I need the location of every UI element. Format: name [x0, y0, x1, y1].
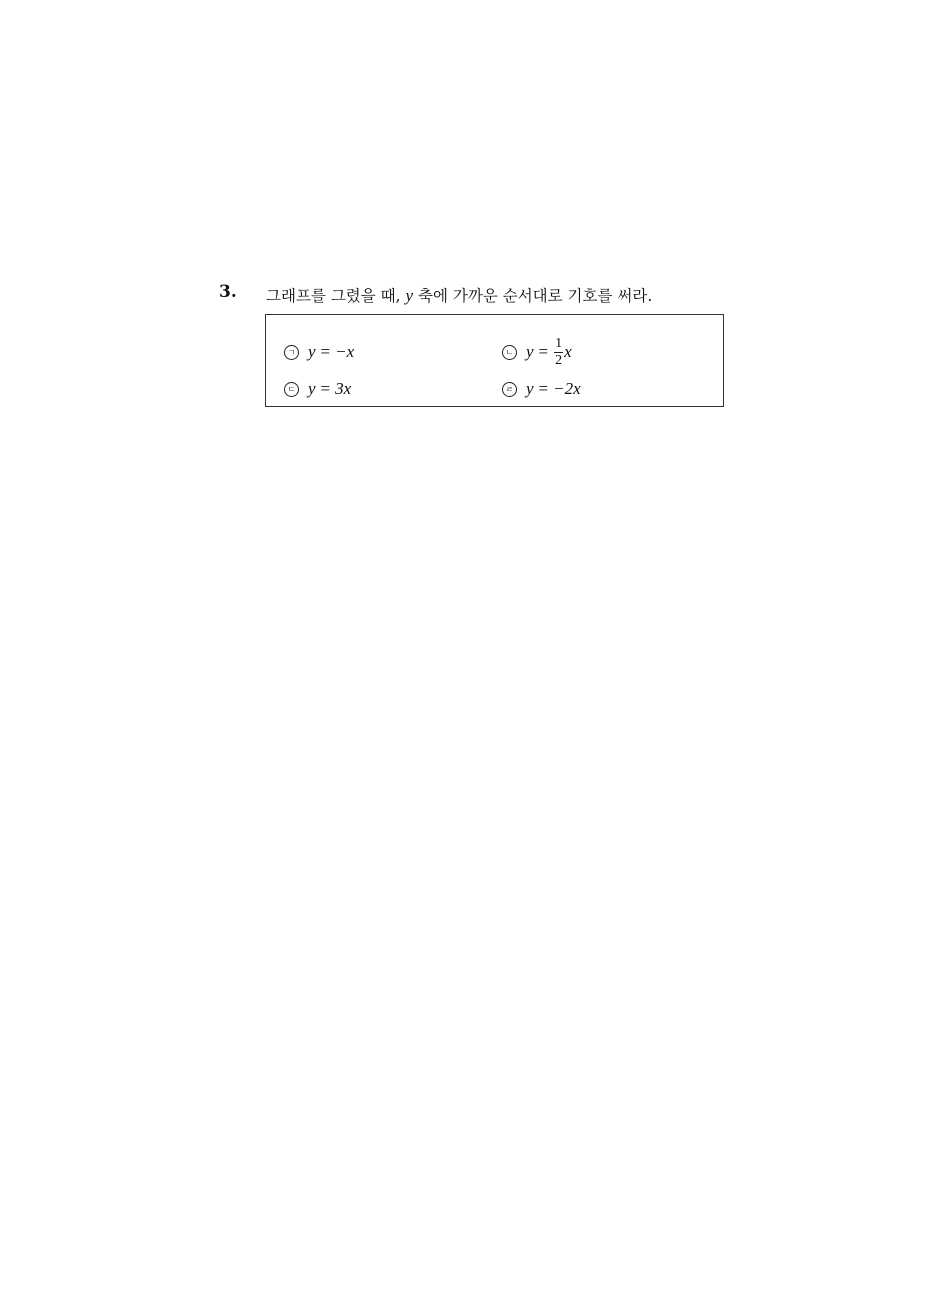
question-text-after: 축에 가까운 순서대로 기호를 써라. [418, 287, 653, 305]
equation-rhs: x [564, 342, 572, 361]
question-number: 3. [219, 282, 237, 302]
equation-operator: = [538, 379, 549, 398]
fraction-denominator: 2 [555, 352, 563, 368]
choice-marker-d: ㄹ [502, 382, 517, 397]
equation-rhs: −2x [553, 379, 581, 398]
equation-operator: = [538, 342, 549, 361]
question-text-before: 그래프를 그렸을 때, [266, 287, 401, 305]
equation-rhs: −x [335, 342, 355, 361]
choice-equation-a [308, 342, 354, 362]
equation-lhs: y [526, 379, 534, 398]
choice-marker-c: ㄷ [284, 382, 299, 397]
choice-box [265, 314, 724, 407]
equation-lhs: y [308, 379, 316, 398]
choice-equation-b [526, 337, 572, 368]
choice-item-b [502, 337, 572, 367]
choice-item-c [284, 374, 351, 404]
equation-lhs: y [308, 342, 316, 361]
equation-operator: = [320, 379, 331, 398]
choice-equation-d [526, 379, 581, 399]
choice-marker-b: ㄴ [502, 345, 517, 360]
fraction-numerator: 1 [555, 335, 563, 351]
choice-item-a [284, 337, 354, 367]
equation-lhs: y [526, 342, 534, 361]
question-text [266, 284, 652, 306]
equation-rhs: 3x [335, 379, 352, 398]
choice-marker-a: ㄱ [284, 345, 299, 360]
choice-item-d [502, 374, 581, 404]
choice-equation-c [308, 379, 351, 399]
equation-operator: = [320, 342, 331, 361]
equation-fraction [554, 337, 563, 368]
question-variable: y [405, 286, 414, 305]
